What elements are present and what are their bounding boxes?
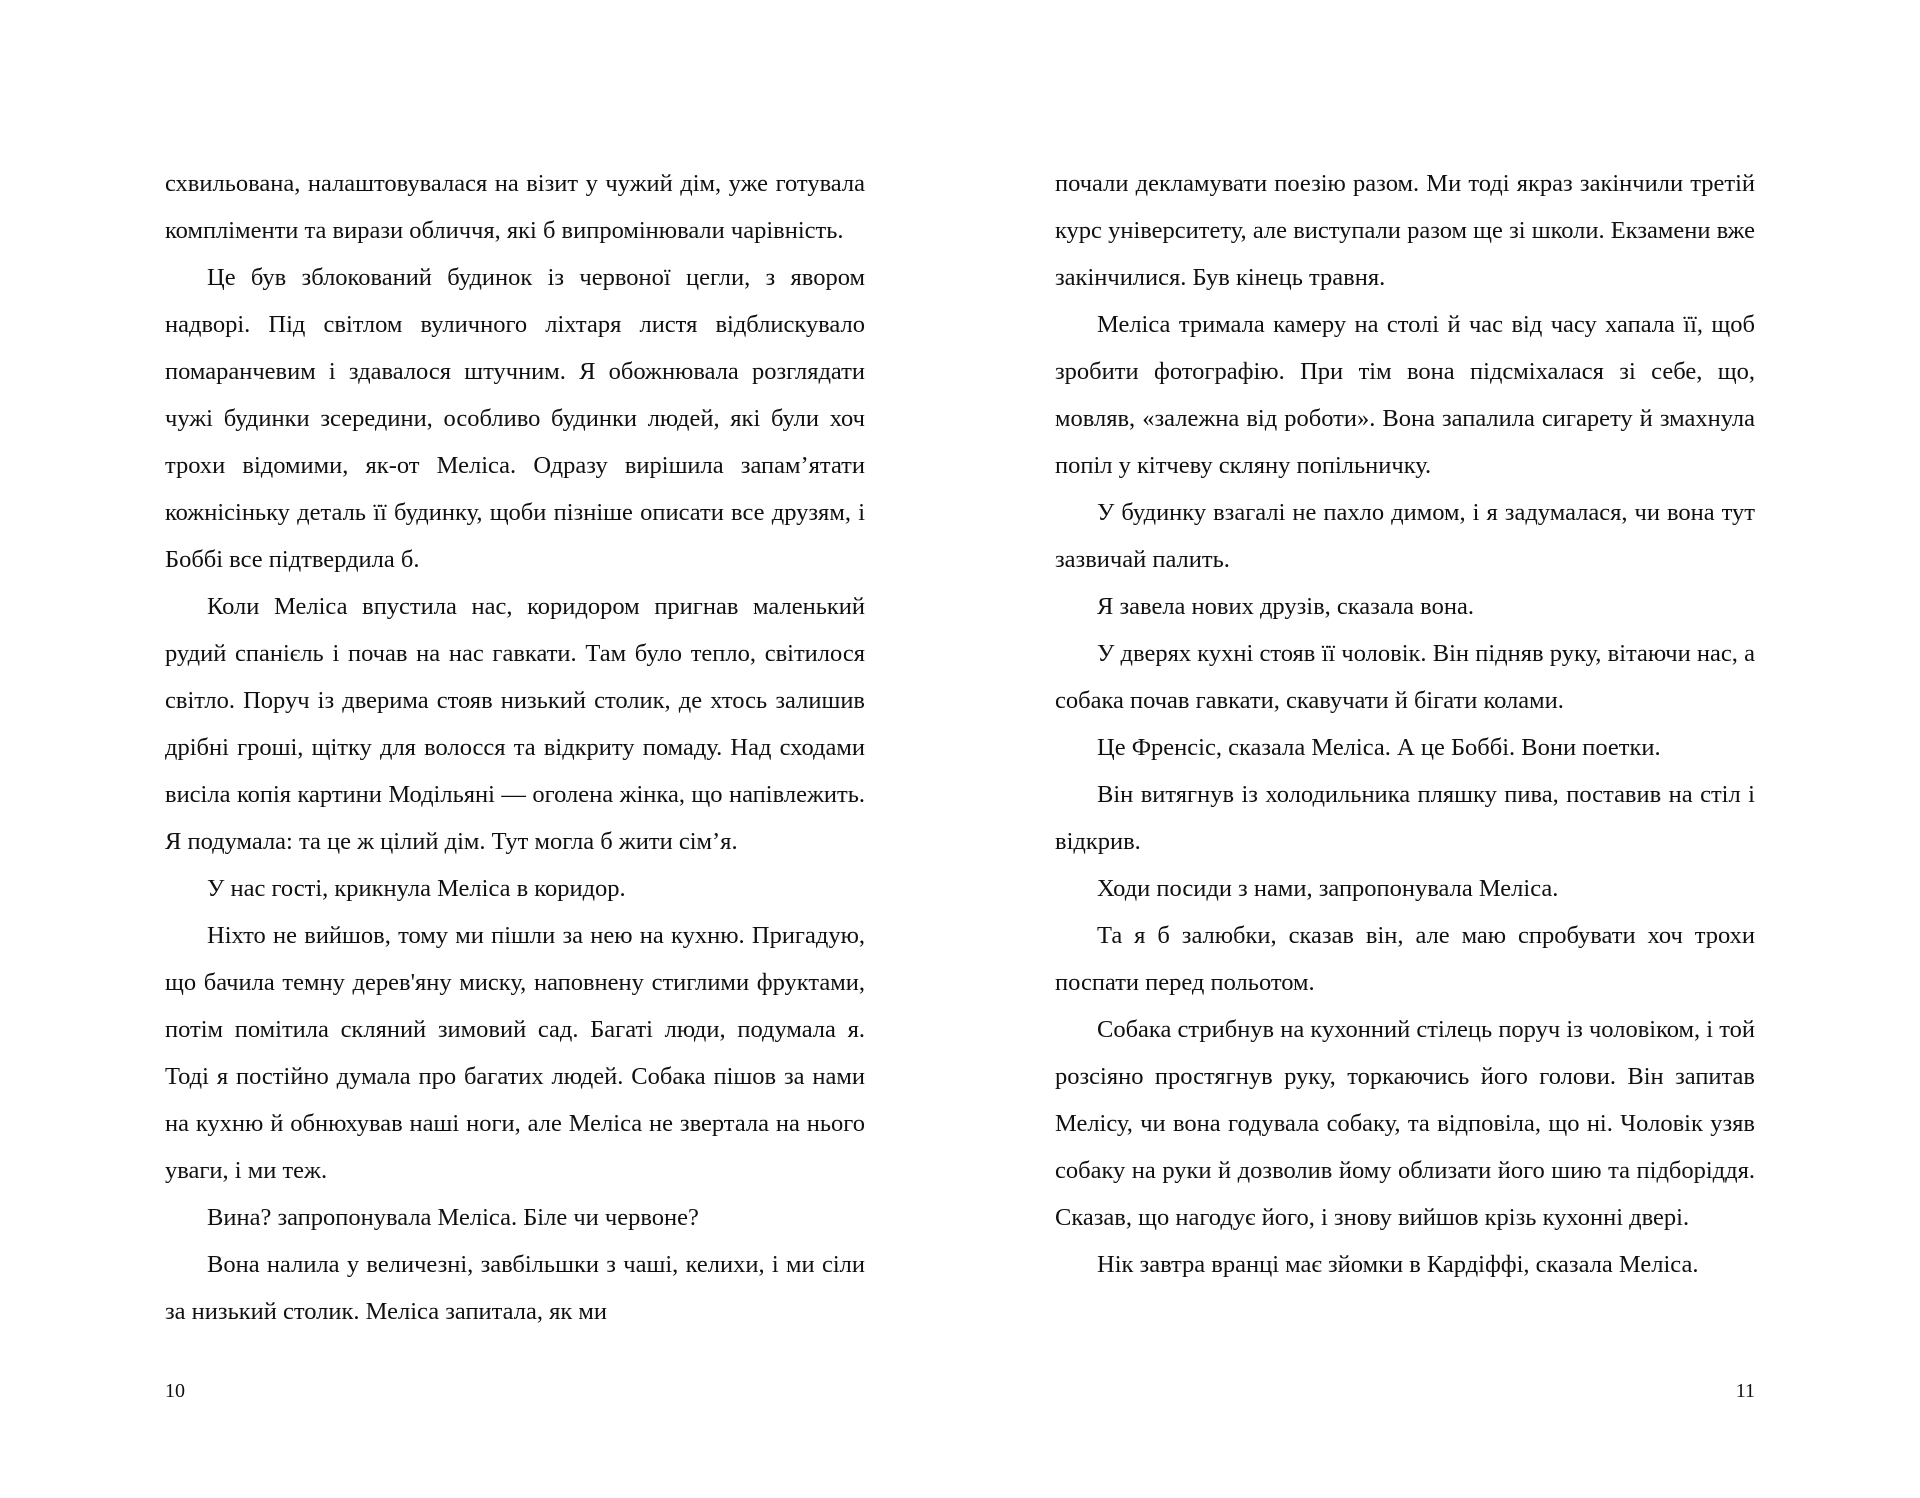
paragraph: У будинку взагалі не пахло димом, і я задумалася, чи вона тут зазвичай палить. xyxy=(1055,499,1755,573)
paragraph: Меліса тримала камеру на столі й час від часу хапала її, щоб зробити фотографію. При тім вона підсміхалася зі себе, що, мовляв, «залежна від роботи». Вона запалила сигарету й змахнула попіл у кітчеву скляну попільничку. xyxy=(1055,311,1755,479)
paragraph: Вона налила у величезні, завбільшки з чаші, келихи, і ми сіли за низький столик. Меліса запитала, як ми xyxy=(165,1251,865,1325)
paragraph: Вина? запропонувала Меліса. Біле чи червоне? xyxy=(207,1204,699,1231)
paragraph: Це Френсіс, сказала Меліса. А це Боббі. Вони поетки. xyxy=(1097,734,1661,761)
paragraph: Коли Меліса впустила нас, коридором пригнав маленький рудий спанієль і почав на нас гавкати. Там було тепло, світилося світло. Поруч із дверима стояв низький столик, де хтось залишив дрібні гроші, щітку для волосся та відкриту помаду. Над сходами висіла копія картини Модільяні — оголена жінка, що напівлежить. Я подумала: та це ж цілий дім. Тут могла б жити сім’я. xyxy=(165,593,865,855)
paragraph: Ніхто не вийшов, тому ми пішли за нею на кухню. Пригадую, що бачила темну дерев'яну миску, наповнену стиглими фруктами, потім помітила скляний зимовий сад. Багаті люди, подумала я. Тоді я постійно думала про багатих людей. Собака пішов за нами на кухню й обнюхував наші ноги, але Меліса не звертала на нього уваги, і ми теж. xyxy=(165,922,865,1184)
page-number-right: 11 xyxy=(1735,1380,1755,1402)
paragraph: Це був зблокований будинок із червоної цегли, з явором надворі. Під світлом вуличного ліхтаря листя відблискувало помаранчевим і здавалося штучним. Я обожнювала розглядати чужі будинки зсередини, особливо будинки людей, які були хоч трохи відомими, як-от Меліса. Одразу вирішила запам’ятати кожнісіньку деталь її будинку, щоби пізніше описати все друзям, і Боббі все підтвердила б. xyxy=(165,264,865,573)
paragraph: Та я б залюбки, сказав він, але маю спробувати хоч трохи поспати перед польотом. xyxy=(1055,922,1755,996)
paragraph: Нік завтра вранці має зйомки в Кардіффі, сказала Меліса. xyxy=(1097,1251,1699,1278)
paragraph: У дверях кухні стояв її чоловік. Він підняв руку, вітаючи нас, а собака почав гавкати, скавучати й бігати колами. xyxy=(1055,640,1755,714)
page-number-left: 10 xyxy=(165,1380,185,1402)
paragraph: Я завела нових друзів, сказала вона. xyxy=(1097,593,1474,620)
paragraph: Він витягнув із холодильника пляшку пива, поставив на стіл і відкрив. xyxy=(1055,781,1755,855)
paragraph: У нас гості, крикнула Меліса в коридор. xyxy=(207,875,626,902)
paragraph: Собака стрибнув на кухонний стілець поруч із чоловіком, і той розсіяно простягнув руку, торкаючись його голови. Він запитав Мелісу, чи вона годувала собаку, та відповіла, що ні. Чоловік узяв собаку на руки й дозволив йому облизати його шию та підборіддя. Сказав, що нагодує його, і знову вийшов крізь кухонні двері. xyxy=(1055,1016,1755,1231)
paragraph: почали декламувати поезію разом. Ми тоді якраз закінчили третій курс університету, але виступали разом ще зі школи. Екзамени вже закінчилися. Був кінець травня. xyxy=(1055,170,1755,291)
left-page-text-column xyxy=(165,160,865,1335)
two-page-spread xyxy=(0,160,1920,1335)
right-page-text-column xyxy=(1055,160,1755,1335)
paragraph: Ходи посиди з нами, запропонувала Меліса. xyxy=(1097,875,1559,902)
paragraph: схвильована, налаштовувалася на візит у чужий дім, уже готувала компліменти та вирази обличчя, які б випромінювали чарівність. xyxy=(165,170,865,244)
